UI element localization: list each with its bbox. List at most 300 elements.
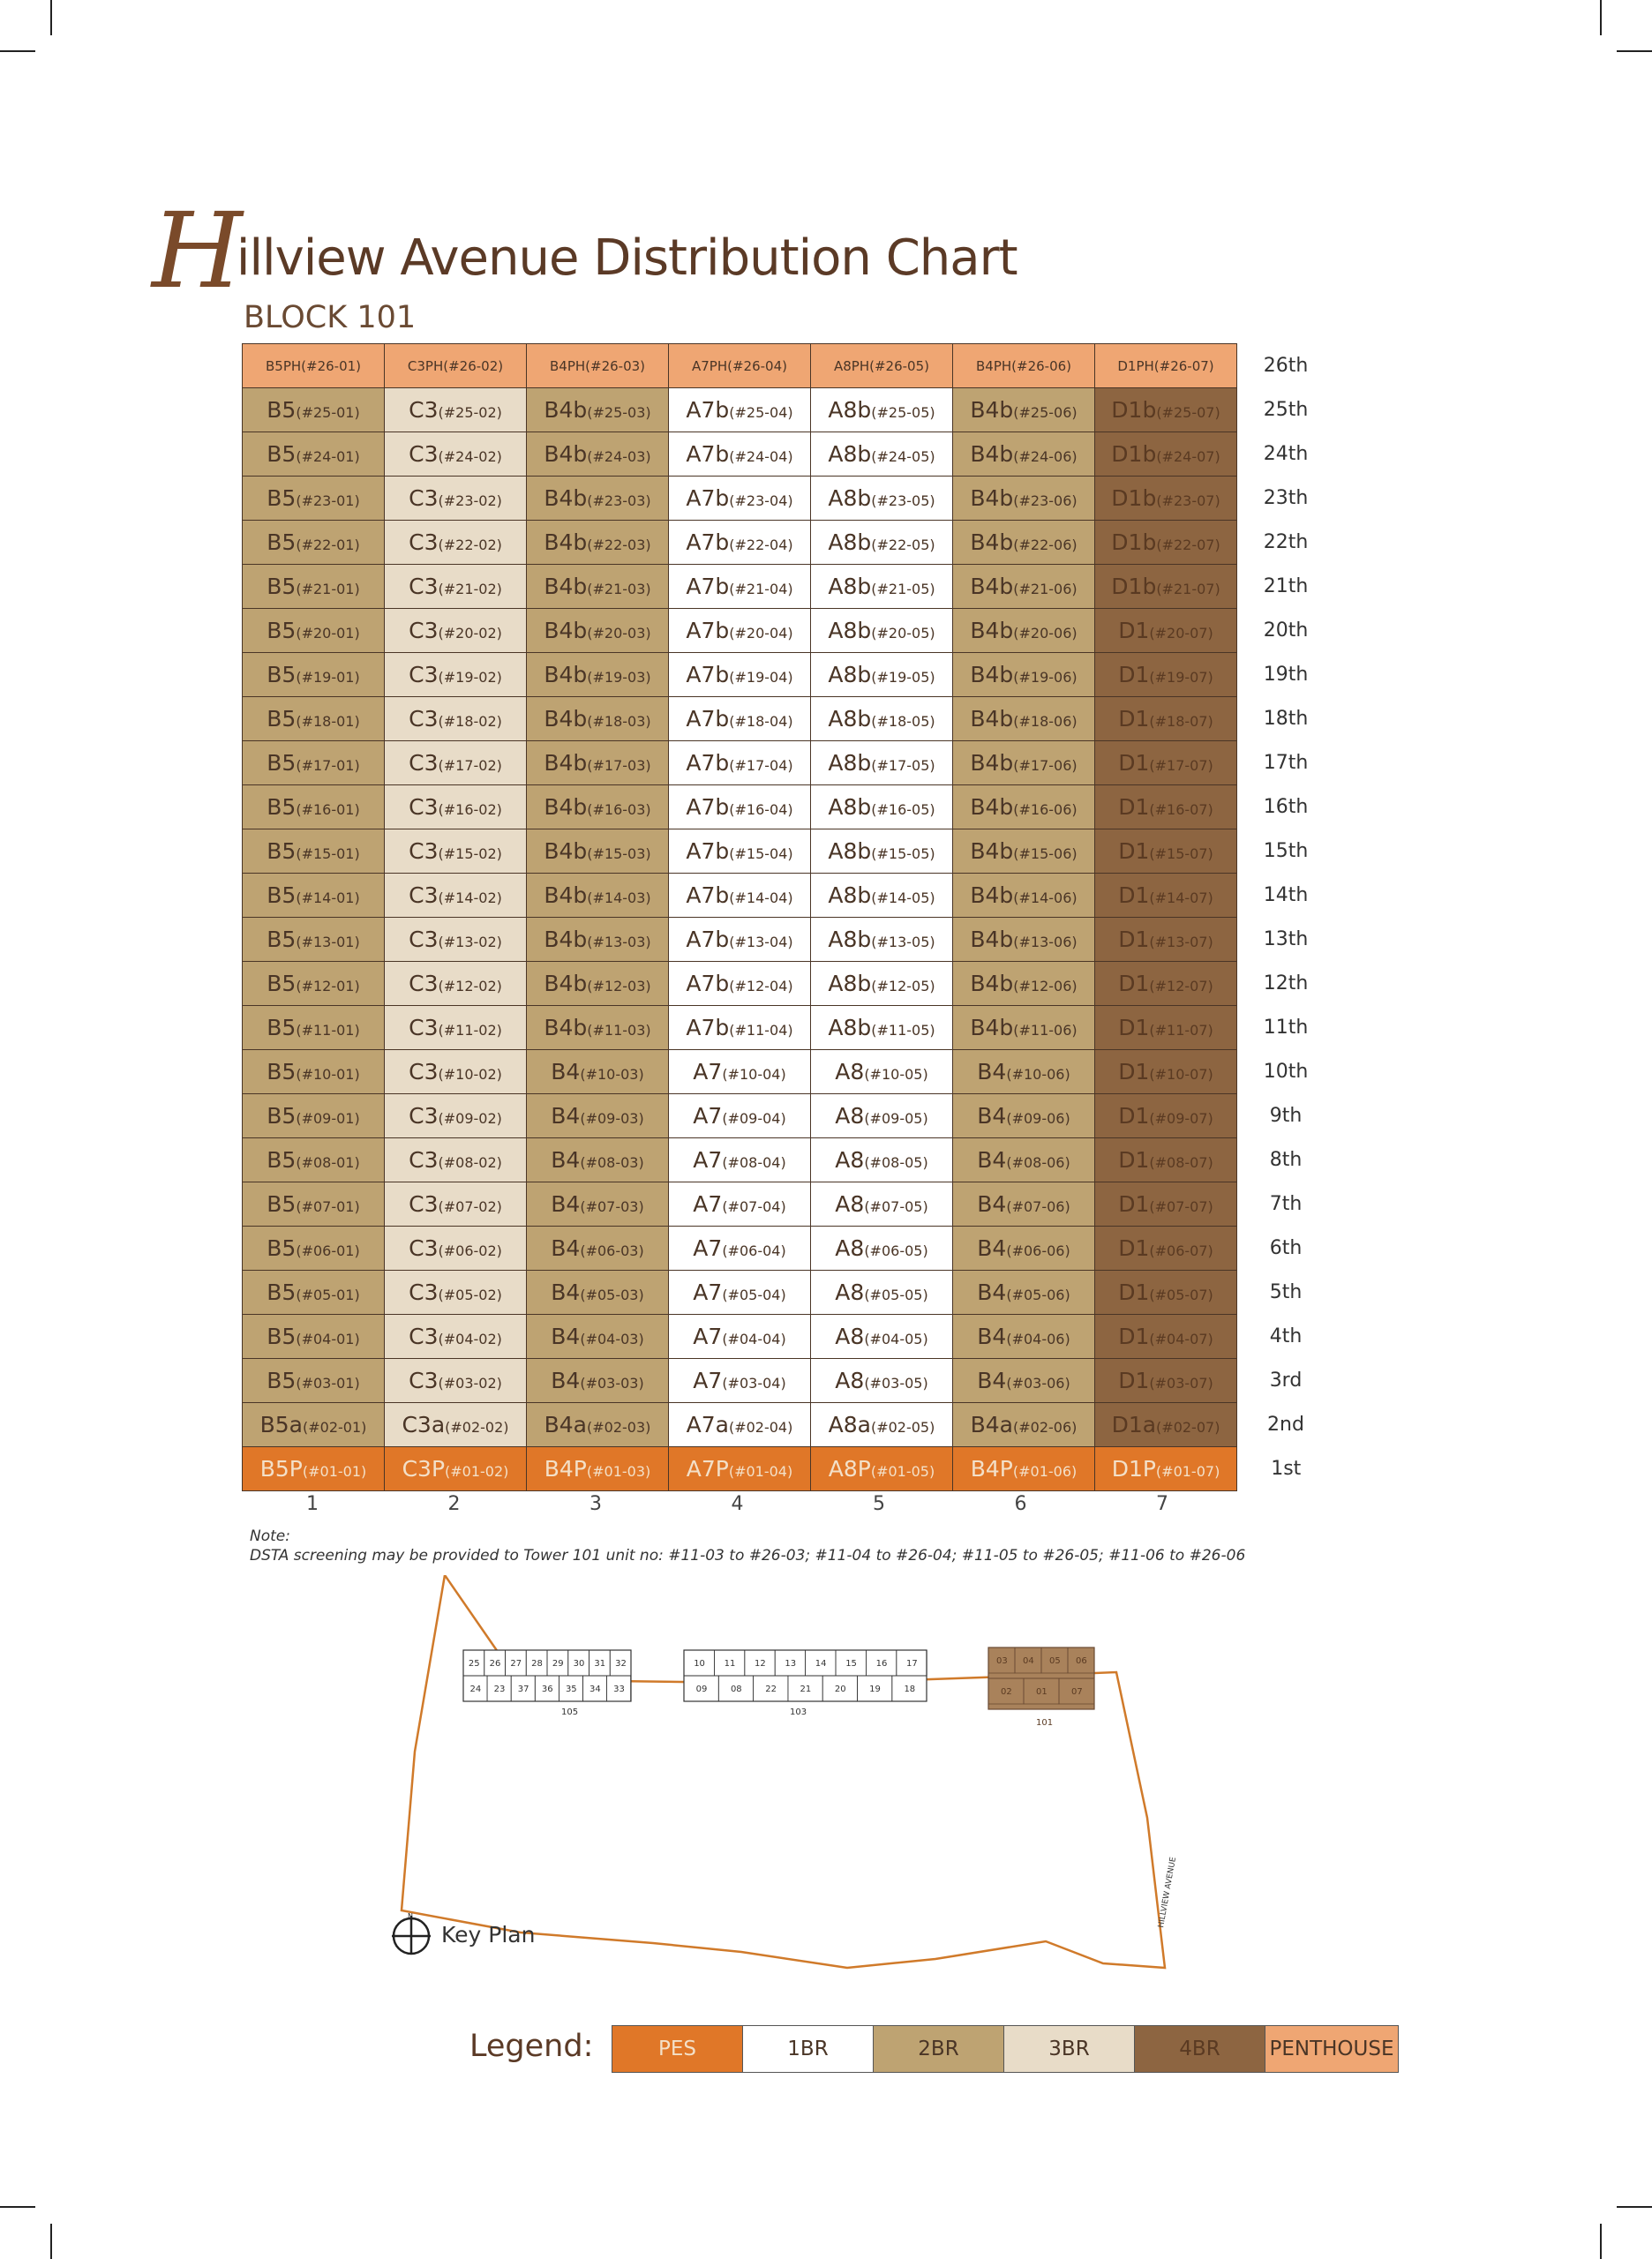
unit-type: A7b <box>686 750 730 776</box>
unit-type: B5 <box>267 838 297 864</box>
unit-type: D1 <box>1118 794 1150 820</box>
unit-number: (#14-01) <box>296 889 360 906</box>
unit-cell <box>953 829 1095 874</box>
unit-cell <box>669 874 811 918</box>
unit-type: D1 <box>1118 1235 1150 1261</box>
plan-unit-label: 17 <box>906 1659 918 1669</box>
distribution-table <box>242 343 1335 1491</box>
unit-number: (#11-03) <box>587 1022 651 1039</box>
unit-number: (#13-03) <box>587 934 651 950</box>
unit-cell <box>811 1050 953 1094</box>
block-101 <box>988 1647 1094 1728</box>
unit-type: B4b <box>544 662 588 687</box>
table-row <box>243 565 1335 609</box>
page-title <box>152 190 1017 311</box>
unit-cell <box>527 741 669 785</box>
unit-number: (#25-01) <box>296 404 360 421</box>
unit-type: B4b <box>544 971 588 996</box>
legend-item: 3BR <box>1004 2026 1135 2072</box>
unit-type: D1 <box>1118 838 1150 864</box>
table-row <box>243 918 1335 962</box>
unit-number: (#26-06) <box>1011 357 1072 374</box>
unit-type: A8 <box>835 1059 865 1084</box>
unit-type: D1 <box>1118 706 1150 732</box>
unit-cell <box>527 521 669 565</box>
unit-type: A8P <box>828 1456 871 1482</box>
table-row <box>243 697 1335 741</box>
unit-cell <box>811 388 953 432</box>
unit-cell <box>953 1359 1095 1403</box>
unit-type: B4 <box>551 1191 581 1217</box>
block-101-label: 101 <box>1036 1718 1054 1728</box>
unit-cell <box>811 829 953 874</box>
unit-number: (#08-04) <box>722 1154 786 1171</box>
unit-type: A7 <box>693 1147 723 1173</box>
unit-number: (#16-05) <box>871 801 935 818</box>
unit-type: A8 <box>835 1103 865 1129</box>
unit-cell <box>811 1359 953 1403</box>
unit-type: D1 <box>1118 882 1150 908</box>
unit-number: (#24-03) <box>587 448 651 465</box>
unit-number: (#19-02) <box>438 669 502 686</box>
unit-number: (#11-01) <box>296 1022 360 1039</box>
unit-number: (#16-06) <box>1013 801 1078 818</box>
unit-cell <box>953 1094 1095 1138</box>
unit-cell <box>243 1050 385 1094</box>
unit-cell <box>243 1271 385 1315</box>
unit-type: A7 <box>693 1368 723 1393</box>
unit-type: A7b <box>686 706 730 732</box>
crop-mark <box>0 50 35 52</box>
legend-item: 4BR <box>1135 2026 1265 2072</box>
plan-unit-label: 26 <box>489 1659 501 1669</box>
unit-type: B4 <box>977 1103 1007 1129</box>
unit-number: (#08-02) <box>438 1154 502 1171</box>
unit-type: C3 <box>409 1368 439 1393</box>
unit-type: A7b <box>686 662 730 687</box>
unit-cell <box>243 1006 385 1050</box>
unit-number: (#04-02) <box>438 1331 502 1347</box>
unit-type: A7b <box>686 882 730 908</box>
unit-cell <box>243 918 385 962</box>
unit-number: (#13-06) <box>1013 934 1078 950</box>
unit-cell <box>669 344 811 388</box>
unit-type: C3 <box>409 397 439 423</box>
unit-number: (#10-07) <box>1149 1066 1213 1083</box>
unit-type: A7P <box>686 1456 729 1482</box>
unit-number: (#12-06) <box>1013 978 1078 994</box>
unit-type: B4b <box>544 882 588 908</box>
unit-type: A7 <box>693 1191 723 1217</box>
unit-type: B4b <box>544 529 588 555</box>
unit-number: (#05-05) <box>864 1287 928 1303</box>
unit-type: D1 <box>1118 1191 1150 1217</box>
unit-cell <box>669 432 811 477</box>
unit-number: (#24-01) <box>296 448 360 465</box>
unit-number: (#14-05) <box>871 889 935 906</box>
unit-cell <box>1095 1271 1237 1315</box>
floor-label: 24th <box>1263 443 1309 465</box>
unit-type: A8b <box>828 838 872 864</box>
unit-type: A7b <box>686 397 730 423</box>
unit-type: A7b <box>686 838 730 864</box>
unit-number: (#07-05) <box>864 1198 928 1215</box>
unit-number: (#18-07) <box>1149 713 1213 730</box>
unit-type: A7b <box>686 927 730 952</box>
unit-number: (#18-04) <box>729 713 793 730</box>
unit-cell <box>527 1182 669 1227</box>
unit-number: (#16-03) <box>587 801 651 818</box>
unit-number: (#22-04) <box>729 537 793 553</box>
unit-type: D1 <box>1118 1103 1150 1129</box>
unit-type: A8b <box>828 618 872 643</box>
unit-type: B4b <box>544 794 588 820</box>
crop-mark <box>50 0 52 35</box>
table-row <box>243 344 1335 388</box>
unit-type: C3 <box>409 529 439 555</box>
unit-number: (#22-02) <box>438 537 502 553</box>
unit-number: (#02-06) <box>1013 1419 1078 1436</box>
unit-number: (#06-02) <box>438 1242 502 1259</box>
unit-cell <box>953 565 1095 609</box>
unit-type: B4 <box>551 1324 581 1349</box>
floor-label: 15th <box>1263 840 1309 862</box>
unit-type: B4b <box>970 706 1014 732</box>
unit-cell <box>669 1050 811 1094</box>
block-105 <box>463 1650 631 1717</box>
unit-type: B5 <box>267 706 297 732</box>
unit-type: A8b <box>828 927 872 952</box>
unit-type: A7b <box>686 485 730 511</box>
unit-cell <box>1095 1094 1237 1138</box>
unit-cell <box>243 344 385 388</box>
crop-mark <box>1600 0 1602 35</box>
unit-type: B4b <box>970 574 1014 599</box>
unit-cell <box>953 962 1095 1006</box>
plan-unit-label: 09 <box>695 1685 708 1694</box>
unit-number: (#02-04) <box>728 1419 793 1436</box>
column-number: 1 <box>306 1493 319 1515</box>
unit-type: B5 <box>267 794 297 820</box>
unit-type: A8b <box>828 706 872 732</box>
unit-number: (#22-06) <box>1013 537 1078 553</box>
north-compass-icon <box>389 1912 433 1956</box>
unit-cell <box>669 521 811 565</box>
unit-number: (#16-02) <box>438 801 502 818</box>
unit-number: (#24-07) <box>1156 448 1220 465</box>
unit-number: (#19-04) <box>729 669 793 686</box>
block-103 <box>684 1650 927 1717</box>
table-row <box>243 1094 1335 1138</box>
note-label: Note: <box>250 1527 290 1545</box>
unit-type: A8b <box>828 397 872 423</box>
unit-number: (#25-04) <box>729 404 793 421</box>
plan-unit-label: 22 <box>765 1685 777 1694</box>
key-plan-label: Key Plan <box>441 1922 536 1948</box>
unit-number: (#03-03) <box>580 1375 644 1392</box>
unit-cell <box>243 697 385 741</box>
unit-number: (#07-03) <box>580 1198 644 1215</box>
unit-type: C3 <box>409 1147 439 1173</box>
unit-number: (#16-01) <box>296 801 360 818</box>
note <box>250 1527 1245 1565</box>
unit-cell <box>1095 653 1237 697</box>
unit-cell <box>385 1403 527 1447</box>
unit-cell <box>811 477 953 521</box>
unit-cell <box>527 388 669 432</box>
unit-cell <box>527 1403 669 1447</box>
unit-type: B4 <box>977 1059 1007 1084</box>
unit-number: (#03-06) <box>1006 1375 1070 1392</box>
unit-cell <box>669 1271 811 1315</box>
unit-number: (#15-05) <box>871 845 935 862</box>
unit-number: (#03-05) <box>864 1375 928 1392</box>
unit-cell <box>385 874 527 918</box>
unit-type: B4b <box>970 1015 1014 1040</box>
unit-cell <box>243 477 385 521</box>
plan-unit-label: 37 <box>517 1685 529 1694</box>
unit-type: B5 <box>267 1191 297 1217</box>
plan-unit-label: 35 <box>565 1685 577 1694</box>
plan-unit-label: 24 <box>469 1685 482 1694</box>
floor-label: 2nd <box>1267 1414 1304 1436</box>
unit-cell <box>1095 918 1237 962</box>
unit-cell <box>243 874 385 918</box>
unit-number: (#06-06) <box>1006 1242 1070 1259</box>
unit-cell <box>669 1447 811 1491</box>
floor-label: 6th <box>1269 1237 1303 1259</box>
table-row <box>243 1227 1335 1271</box>
unit-number: (#01-03) <box>586 1463 651 1480</box>
unit-number: (#04-04) <box>722 1331 786 1347</box>
unit-number: (#07-07) <box>1149 1198 1213 1215</box>
unit-number: (#25-07) <box>1156 404 1220 421</box>
unit-type: B4b <box>970 529 1014 555</box>
unit-cell <box>953 874 1095 918</box>
unit-type: B5PH <box>265 357 302 374</box>
unit-type: B5 <box>267 1324 297 1349</box>
column-number: 6 <box>1014 1493 1027 1515</box>
unit-type: A8b <box>828 882 872 908</box>
unit-type: B5 <box>267 1368 297 1393</box>
unit-number: (#23-02) <box>438 492 502 509</box>
unit-cell <box>385 609 527 653</box>
unit-number: (#09-05) <box>864 1110 928 1127</box>
unit-cell <box>669 1315 811 1359</box>
north-label: N <box>408 1912 413 1920</box>
unit-cell <box>527 1359 669 1403</box>
unit-type: B4b <box>970 441 1014 467</box>
legend-item: PES <box>612 2026 743 2072</box>
unit-number: (#06-04) <box>722 1242 786 1259</box>
unit-number: (#18-02) <box>438 713 502 730</box>
unit-type: D1 <box>1118 750 1150 776</box>
unit-number: (#13-02) <box>438 934 502 950</box>
legend-label: Legend: <box>469 2029 594 2064</box>
crop-mark <box>50 2224 52 2259</box>
unit-number: (#02-07) <box>1156 1419 1220 1436</box>
plan-unit-label: 11 <box>724 1659 736 1669</box>
unit-type: B4b <box>970 397 1014 423</box>
floor-label: 8th <box>1269 1149 1303 1171</box>
unit-type: A8b <box>828 441 872 467</box>
unit-type: B5a <box>259 1412 303 1437</box>
unit-type: D1PH <box>1117 357 1154 374</box>
unit-cell <box>243 1359 385 1403</box>
unit-type: A8PH <box>834 357 870 374</box>
unit-number: (#07-02) <box>438 1198 502 1215</box>
unit-cell <box>1095 609 1237 653</box>
unit-cell <box>953 1006 1095 1050</box>
table-row <box>243 1271 1335 1315</box>
unit-cell <box>669 477 811 521</box>
unit-cell <box>811 1315 953 1359</box>
unit-cell <box>385 785 527 829</box>
unit-type: C3 <box>409 662 439 687</box>
unit-cell <box>1095 1359 1237 1403</box>
unit-type: B5 <box>267 529 297 555</box>
plan-unit-label: 31 <box>594 1659 606 1669</box>
plan-unit-label: 27 <box>510 1659 522 1669</box>
unit-number: (#11-07) <box>1149 1022 1213 1039</box>
crop-mark <box>0 2206 35 2208</box>
unit-number: (#09-01) <box>296 1110 360 1127</box>
unit-type: A7 <box>693 1280 723 1305</box>
unit-cell <box>527 1050 669 1094</box>
unit-cell <box>385 1271 527 1315</box>
unit-type: B4PH <box>549 357 586 374</box>
unit-number: (#21-04) <box>729 581 793 597</box>
unit-cell <box>811 653 953 697</box>
table-row <box>243 1182 1335 1227</box>
unit-type: B4 <box>977 1147 1007 1173</box>
unit-cell <box>1095 1050 1237 1094</box>
unit-cell <box>1095 344 1237 388</box>
plan-unit-label: 16 <box>875 1659 888 1669</box>
unit-type: B5 <box>267 971 297 996</box>
unit-type: D1 <box>1118 927 1150 952</box>
unit-cell <box>527 432 669 477</box>
unit-number: (#05-04) <box>722 1287 786 1303</box>
table-row <box>243 1315 1335 1359</box>
unit-cell <box>811 609 953 653</box>
unit-number: (#23-05) <box>871 492 935 509</box>
unit-cell <box>385 1315 527 1359</box>
unit-type: B4P <box>544 1456 587 1482</box>
unit-cell <box>243 565 385 609</box>
unit-type: B5 <box>267 574 297 599</box>
unit-type: A8 <box>835 1191 865 1217</box>
unit-type: A8 <box>835 1147 865 1173</box>
unit-number: (#17-06) <box>1013 757 1078 774</box>
unit-number: (#12-01) <box>296 978 360 994</box>
unit-number: (#10-05) <box>864 1066 928 1083</box>
unit-cell <box>669 565 811 609</box>
unit-cell <box>527 962 669 1006</box>
floor-label: 12th <box>1263 972 1309 994</box>
unit-type: B4b <box>970 485 1014 511</box>
unit-cell <box>527 697 669 741</box>
unit-cell <box>243 1094 385 1138</box>
unit-cell <box>811 1447 953 1491</box>
unit-type: B4b <box>544 441 588 467</box>
unit-type: B4b <box>544 706 588 732</box>
plan-unit-label: 25 <box>468 1659 480 1669</box>
unit-cell <box>527 1227 669 1271</box>
unit-cell <box>953 1182 1095 1227</box>
floor-label: 7th <box>1269 1193 1303 1215</box>
unit-cell <box>1095 829 1237 874</box>
unit-type: A8a <box>828 1412 871 1437</box>
unit-cell <box>243 1182 385 1227</box>
unit-cell <box>385 1050 527 1094</box>
unit-number: (#26-07) <box>1153 357 1214 374</box>
table-row <box>243 1050 1335 1094</box>
unit-cell <box>243 1138 385 1182</box>
unit-cell <box>953 653 1095 697</box>
unit-cell <box>811 344 953 388</box>
unit-type: C3 <box>409 1235 439 1261</box>
unit-number: (#20-05) <box>871 625 935 642</box>
unit-number: (#16-04) <box>729 801 793 818</box>
unit-cell <box>385 1227 527 1271</box>
unit-type: B4b <box>544 838 588 864</box>
unit-type: B5 <box>267 750 297 776</box>
unit-number: (#22-03) <box>587 537 651 553</box>
note-text: DSTA screening may be provided to Tower 101 unit no: #11-03 to #26-03; #11-04 to #26-04; #11-05 to #26-05; #11-06 to #26-06 <box>250 1547 1246 1565</box>
unit-number: (#14-03) <box>587 889 651 906</box>
unit-number: (#14-04) <box>729 889 793 906</box>
unit-number: (#01-02) <box>445 1463 509 1480</box>
unit-type: B4b <box>970 838 1014 864</box>
unit-number: (#05-03) <box>580 1287 644 1303</box>
unit-number: (#09-03) <box>580 1110 644 1127</box>
unit-number: (#13-01) <box>296 934 360 950</box>
table-row <box>243 1138 1335 1182</box>
unit-number: (#22-05) <box>871 537 935 553</box>
plan-unit-label: 34 <box>589 1685 601 1694</box>
table-row <box>243 874 1335 918</box>
unit-type: C3 <box>409 1191 439 1217</box>
unit-type: C3 <box>409 574 439 599</box>
unit-type: A7b <box>686 441 730 467</box>
unit-type: D1b <box>1111 485 1157 511</box>
unit-number: (#12-03) <box>587 978 651 994</box>
road-label: HILLVIEW AVENUE <box>1157 1856 1179 1929</box>
unit-type: A7b <box>686 794 730 820</box>
unit-number: (#26-01) <box>301 357 362 374</box>
unit-type: D1 <box>1118 1368 1150 1393</box>
unit-cell <box>953 1447 1095 1491</box>
unit-type: B4a <box>970 1412 1013 1437</box>
unit-cell <box>811 1182 953 1227</box>
unit-type: C3 <box>409 882 439 908</box>
unit-number: (#25-06) <box>1013 404 1078 421</box>
unit-number: (#11-02) <box>438 1022 502 1039</box>
table-row <box>243 962 1335 1006</box>
unit-cell <box>1095 1315 1237 1359</box>
unit-type: A7 <box>693 1324 723 1349</box>
unit-number: (#07-06) <box>1006 1198 1070 1215</box>
unit-type: C3PH <box>407 357 444 374</box>
unit-number: (#02-03) <box>587 1419 651 1436</box>
unit-type: D1P <box>1111 1456 1156 1482</box>
unit-number: (#21-01) <box>296 581 360 597</box>
unit-number: (#08-06) <box>1006 1154 1070 1171</box>
unit-type: B5 <box>267 1103 297 1129</box>
site-boundary <box>402 1575 1165 1968</box>
unit-number: (#18-03) <box>587 713 651 730</box>
